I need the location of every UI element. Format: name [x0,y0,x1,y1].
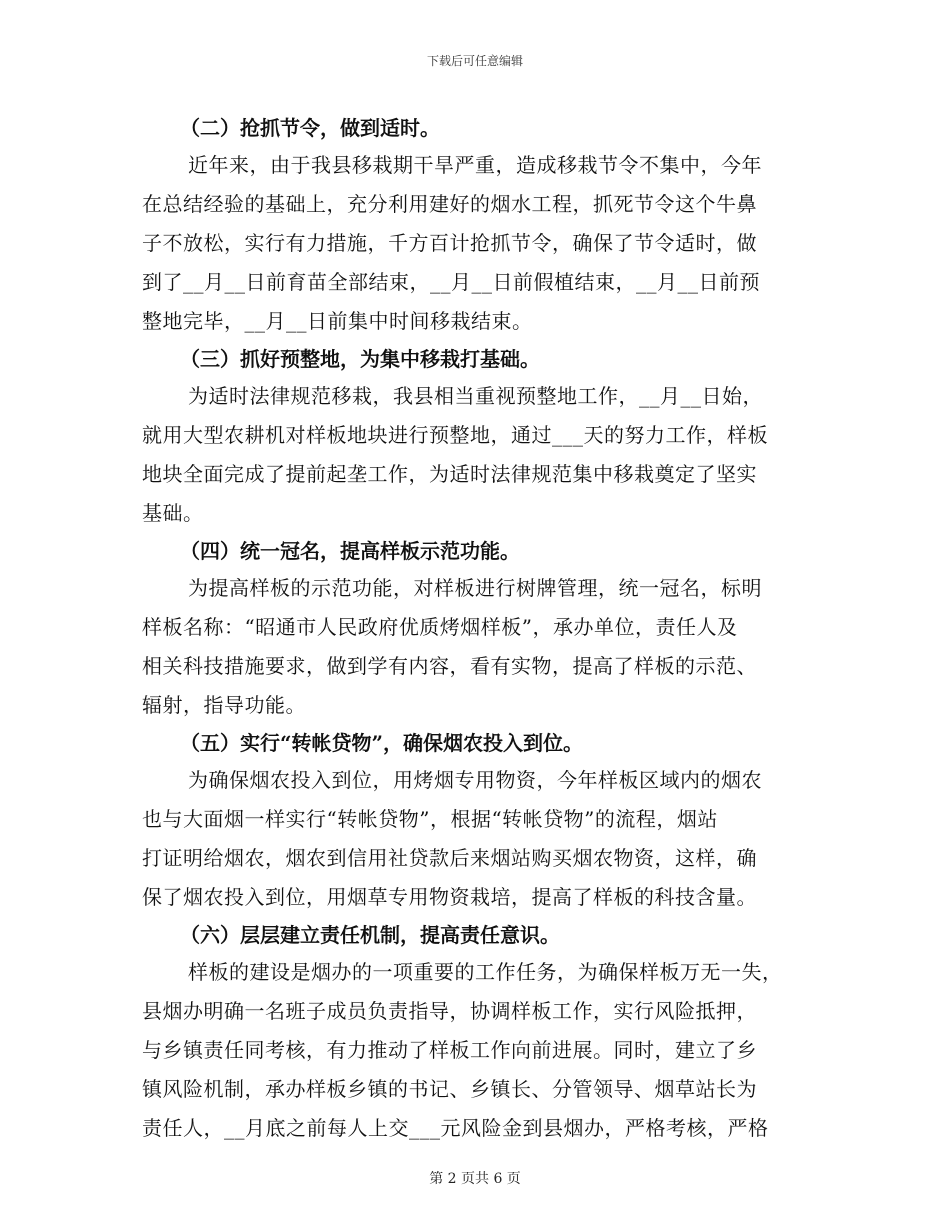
section-heading: （五）实行“转帐贷物”，确保烟农投入到位。 [180,731,584,755]
section-5 [142,725,810,917]
page-header: 下载后可任意编辑 [426,54,523,68]
paragraph-line: 到了__月__日前育苗全部结束，__月__日前假植结束，__月__日前预 [142,270,760,294]
paragraph-line: 镇风险机制，承办样板乡镇的书记、乡镇长、分管领导、烟草站长为 [142,1077,757,1101]
paragraph-line: 责任人，__月底之前每人上交___元风险金到县烟办，严格考核，严格 [142,1116,769,1140]
document-body [142,110,810,1148]
section-heading: （四）统一冠名，提高样板示范功能。 [180,539,520,563]
paragraph-line: 也与大面烟一样实行“转帐贷物”，根据“转帐贷物”的流程，烟站 [142,807,718,831]
paragraph-line: 基础。 [142,501,204,525]
paragraph-line: 打证明给烟农，烟农到信用社贷款后来烟站购买烟农物资，这样，确 [142,846,757,870]
paragraph-line: 样板名称：“昭通市人民政府优质烤烟样板”，承办单位，责任人及 [142,615,738,639]
paragraph-line: 近年来，由于我县移栽期干旱严重，造成移栽节令不集中，今年 [188,153,762,177]
section-heading: （六）层层建立责任机制，提高责任意识。 [180,923,560,947]
paragraph-line: 县烟办明确一名班子成员负责指导，协调样板工作，实行风险抵押， [142,999,757,1023]
paragraph-line: 与乡镇责任同考核，有力推动了样板工作向前进展。同时，建立了乡 [142,1038,757,1062]
paragraph-line: 为确保烟农投入到位，用烤烟专用物资，今年样板区域内的烟农 [188,768,762,792]
paragraph-line: 就用大型农耕机对样板地块进行预整地，通过___天的努力工作，样板 [142,423,768,447]
paragraph-line: 样板的建设是烟办的一项重要的工作任务，为确保样板万无一失， [188,960,783,984]
section-4 [142,533,810,725]
paragraph-line: 在总结经验的基础上，充分利用建好的烟水工程，抓死节令这个牛鼻 [142,192,757,216]
paragraph-line: 地块全面完成了提前起垄工作，为适时法律规范集中移栽奠定了坚实 [142,462,757,486]
section-6 [142,917,810,1148]
paragraph-line: 相关科技措施要求，做到学有内容，看有实物，提高了样板的示范、 [142,654,757,678]
paragraph-line: 辐射，指导功能。 [142,693,306,717]
paragraph-line: 保了烟农投入到位，用烟草专用物资栽培，提高了样板的科技含量。 [142,885,757,909]
section-2 [142,110,810,341]
paragraph-line: 为提高样板的示范功能，对样板进行树牌管理，统一冠名，标明 [188,576,762,600]
section-3 [142,341,810,533]
page-footer: 第 2 页共 6 页 [429,1171,521,1187]
section-heading: （二）抢抓节令，做到适时。 [180,116,440,140]
paragraph-line: 子不放松，实行有力措施，千方百计抢抓节令，确保了节令适时，做 [142,231,757,255]
section-heading: （三）抓好预整地，为集中移栽打基础。 [180,347,540,371]
paragraph-line: 整地完毕，__月__日前集中时间移栽结束。 [142,309,533,333]
paragraph-line: 为适时法律规范移栽，我县相当重视预整地工作，__月__日始， [188,384,763,408]
